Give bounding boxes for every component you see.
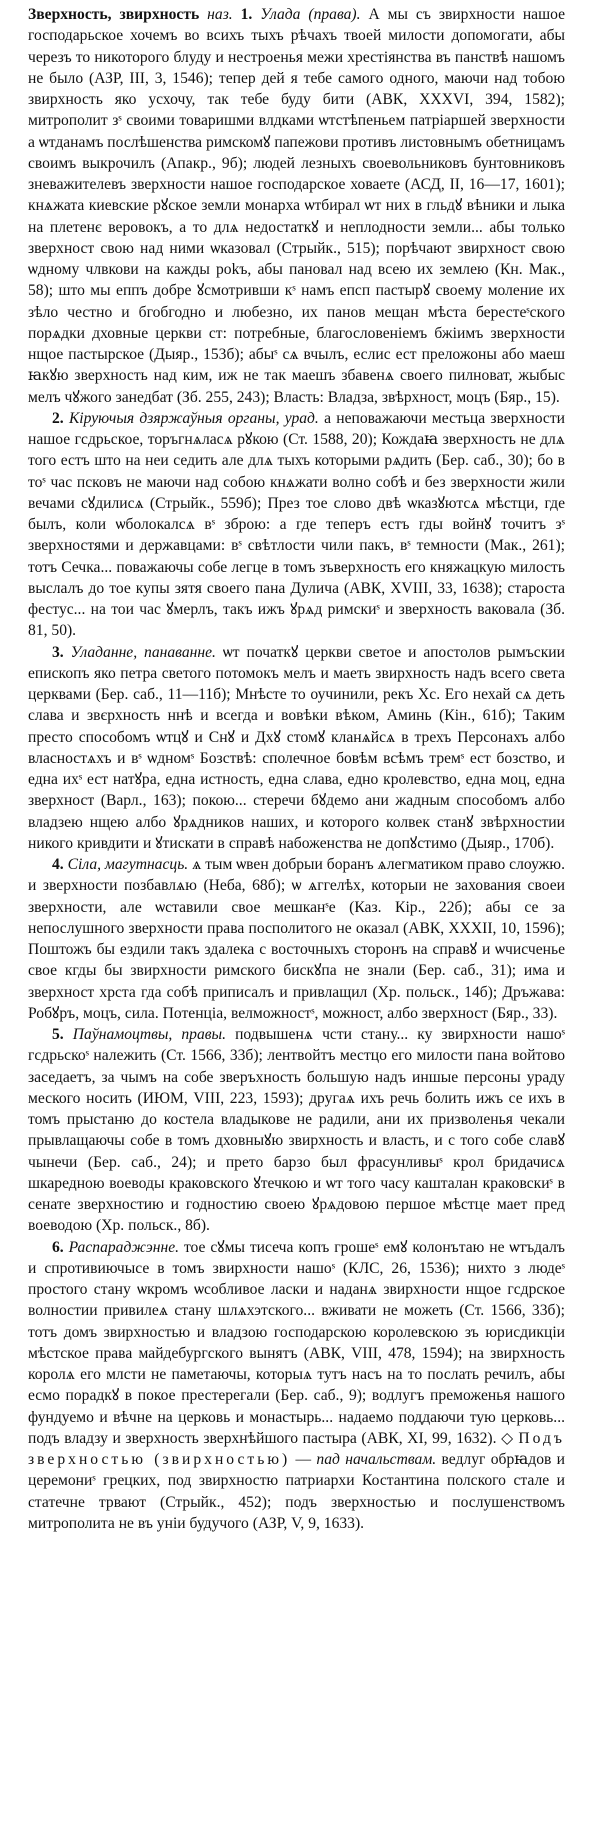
sense-6-title: Распараджэнне. — [68, 1238, 180, 1256]
sense-4 — [28, 854, 565, 1024]
phrase-dash: — — [295, 1451, 312, 1468]
sense-2-text: а неповажаючи местьца зверхности нашое гсдрьское, торъгнѧласѧ рꙋкою (Ст. 1588, 20); Кождаꙗ зверхность не длѧ того естъ што на неи седить але длѧ тыхъ которыми рѧдить (Бер. саб., 30); бо в тоˢ час псковъ не маючи над собою кнѧжати волно собѣ и без зверхности жили вечами сꙋдилисѧ (Стрыйк., 559б); През тое слово двѣ ѡказꙋютсѧ мѣстци, где былъ, коли ѡболокалсѧ вˢ зброю: а где теперъ естъ гды войнꙋ точитъ зˢ зверхностями и державцами: вˢ свѣтлости чили пакъ, вˢ темности (Мак., 261); тотъ Сечка... поважаючы собе легце в томъ зъверхность его княжацкую милость выслалъ до тое купы зятя своего пана Дулича (АВК, XVIII, 33, 1638); старостa фестус... на тои час ꙋмерлъ, такъ ижъ ꙋрѧд римскиˢ и зверхность ваковала (Зб. 81, 50). — [28, 409, 565, 640]
sense-2 — [28, 408, 565, 642]
sense-4-text: ѧ тым ѡвен добрыи боранъ ѧлегматиком право слоужю. и зверхности позбавлѧю (Неба, 68б); ѡ ѧггелѣх, которыи не захования своеи зверхности, але ѡставили свое мешканˢе (Каз. Кір., 22б); абы се за непослушного зверхности права посполитого не оказал (АВК, XXXII, 10, 1596); Поштожъ бы ездили такъ здалека с восточныхъ сторонъ на справꙋ и ѡчисченье свое кгды бы звирхности римского бискꙋпа не знали (Бер. саб., 31); има и зверхност хрста гда собѣ приписалъ и привлащил (Хр. польск., 14б); Дръжава: Робꙋръ, моцъ, сила. Потенціа, велможностˢ, можност, албо зверхност (Бяр., 33). — [28, 856, 565, 1022]
part-of-speech: наз. — [207, 6, 233, 23]
sense-1-number: 1. — [240, 6, 253, 23]
sense-5-text: подвышенѧ чсти стану... ку звирхности нашоˢ гсдрьскоˢ належить (Ст. 1566, 33б); лентвойтъ местцо его милости пана войтово заседаетъ, за чымъ на собе зверъхность большую надъ иншые персоны ураду меского носить (ИЮМ, VIII, 223, 1593); другаѧ ихъ речь болить ижъ се ихъ в томъ прыстаню до костела владыкове не радили, ани их призволенья чекали прывлащаючы собе в томъ дховныꙋю звирхность и власть, и с того собе славꙋ чынечи (Бер. саб., 24); и прето барзо был фрасунливыˢ крол бридачисѧ шкаредною воеводы краковского ꙋтечкою и ѡт того часу кашталан краковскиˢ в сенате зверхностию и годностию своею ꙋрѧдовою першое мѣстце мает пред воеводою (Хр. польск., 8б). — [28, 1026, 565, 1235]
sense-3-title: Уладанне, панаванне. — [70, 643, 216, 661]
phrase-diamond-icon: ◇ — [501, 1429, 514, 1447]
sense-6 — [28, 1237, 565, 1535]
sense-3-text: ѡт початкꙋ церкви светое и апостолов рымъскии епископъ яко петра светого потомокъ мелъ и маеть звирхность надъ всего света церквами (Бер. саб., 11—11б); Мнѣсте то оучинили, рекъ Хс. Его нехай сѧ деть слава и звєрхность ннѣ и всегда и вовѣки вѣком, Аминь (Кін., 61б); Таким престо способомъ ѡтцꙋ и Снꙋ и Дхꙋ стомꙋ кланѧйсѧ в трехъ Персонахъ албо власностѧхъ и вˢ ѡдномˢ Бозствѣ: сполечное бовѣм всѣмъ тремˢ ест бозство, и една ихˢ ест натꙋра, една истность, една слава, едно кролевство, една моц, една зверхност (Варл., 163); покою... стеречи бꙋдемо ани жадным способомъ албо владзею нщею албо ꙋрѧдников наших, и которого колвек станꙋ звѣрхностии никого кривдити и ꙋтискати в справѣ набоженства не допꙋстимо (Дыяр., 170б). — [28, 643, 565, 852]
sense-5-number: 5. — [52, 1026, 64, 1043]
sense-3-number: 3. — [52, 643, 64, 661]
sense-1 — [28, 4, 565, 408]
sense-5 — [28, 1024, 565, 1237]
sense-6-text: тое сꙋмы тисеча копъ грошеˢ емꙋ колонътаю не ѡтъдалъ и спротивиючысе в томъ звирхности нашоˢ (КЛС, 26, 1536); нихто з людеˢ простого стану ѡкромъ ѡсобливое ласки и наданѧ звирхности нщое гсдрское волностии привилеѧ стану шлѧхэтского... вживати не можеть (Ст. 1566, 33б); тотъ домъ звирхностью и владзою господарскою королевскою зъ юрисдикціи мѣстское права майдебургского вынятъ (АВК, VIII, 478, 1594); на звирхность королѧ его млсти не паметаючы, которыѧ тутъ насъ на то послать речилъ, абы есмо порадкꙋ в покое престерегали (Бер. саб., 9); водлугъ преможенья нашого фундуемо и вѣчне на церковь и монастырь... надаемо поддаючи тую церковь... подъ владзу и зверхность зверхнѣйшого пастыра (АВК, XI, 99, 1632). — [28, 1238, 565, 1447]
sense-2-number: 2. — [52, 409, 64, 427]
set-phrase: Подъ зверхностью (звирхностью) — [28, 1429, 565, 1468]
sense-4-title: Сіла, магутнасць. — [67, 856, 189, 873]
sense-3 — [28, 642, 565, 855]
sense-2-title: Кіруючыя дзяржаўныя органы, урад. — [68, 409, 319, 427]
sense-4-number: 4. — [52, 856, 64, 873]
phrase-text: ведлуг обрꙗдов и церемониˢ грецких, под звирхностю патриархи Костантина полского стале и статечне трвают (Стрыйк., 452); подъ зверхностью и послушенствомъ митрополита не въ уніи будучого (АЗР, V, 9, 1633). — [28, 1451, 566, 1532]
headword: Зверхность, звирхность — [28, 6, 200, 23]
sense-1-title: Улада (права). — [260, 6, 361, 23]
phrase-meaning: пад начальствам. — [316, 1451, 437, 1468]
sense-1-text: А мы съ звирхности нашое господарьское хочемъ во всихъ тыхъ рѣчахъ твоей милости допомогати, абы черезъ то никоторого блуду и нестроенья межи хрестіянства въ панствѣ нашомъ не было (АЗР, III, 3, 1546); тепер дей я тебе самого одного, маючи над тобою звирхность яко усхочу, так тебе буду бити (АВК, XXXVI, 394, 1582); митрополит зˢ своими товаришми влдками ѡтстѣпеньем патріаршей зверхности а ѡтданамъ послѣшенства римскомꙋ папежови противъ листовнымъ обетницамъ своимъ выкрочилъ (Апакр., 9б); людей лезныхъ своевольниковъ бунтовниковъ зневажителевъ зверхности нашое господарское ховаете (АСД, II, 16—17, 1601); кнѧжата киевские рꙋское земли монарха ѡтбирал ѡт них в гльдꙋ вѣники и лыка на плетенє веровокъ, а то длѧ недостаткꙋ и неплодности земли... абы только зверхност свою над ними ѡказовал (Стрыйк., 515); порѣчают звирхност свою ѡдному члвкови на кажды роkъ, абы пановал над всею их землею (Кн. Мак., 58); што мы еппъ добре ꙋсмотривши кˢ намъ епсп пастырꙋ своему моление их зѣло честно и бгобгодно и любезно, их панов мещан мѣста берестеˢского порѧдки дховные церкви ст: потребные, благословеніемъ бжіимъ зверхности нщое пастырское (Дыяр., 153б); абыˢ сѧ вчылъ, еслис ест преложоны або маеш ꙗкꙋю зверхность над ким, иж не так маешъ збавенѧ своего пилноват, жыбыс мелъ чꙋжого занедбат (Зб. 255, 243); Власть: Владза, звѣрхност, моцъ (Бяр., 15). — [28, 6, 565, 406]
sense-5-title: Паўнамоцтвы, правы. — [72, 1026, 226, 1043]
sense-6-number: 6. — [52, 1238, 64, 1256]
